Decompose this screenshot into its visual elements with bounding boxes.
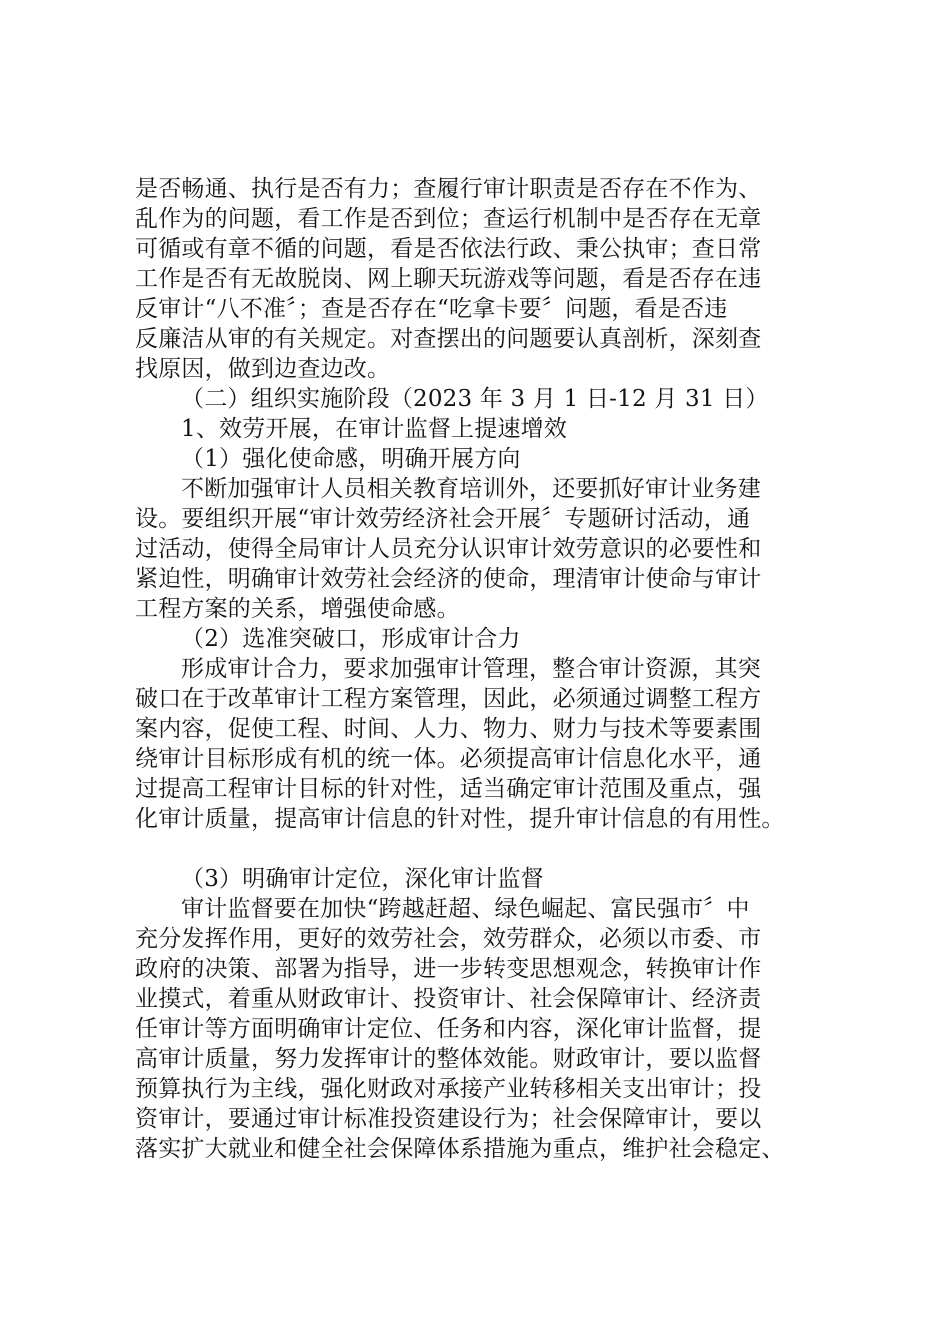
text-line: 乱作为的问题，看工作是否到位；查运行机制中是否存在无章 <box>135 206 762 232</box>
text-line: 政府的决策、部署为指导，进一步转变思想观念，转换审计作 <box>135 956 762 982</box>
text-line: 反廉洁从审的有关规定。对查摆出的问题要认真剖析，深刻查 <box>135 326 762 352</box>
text-line: 落实扩大就业和健全社会保障体系措施为重点，维护社会稳定、 <box>135 1136 785 1162</box>
text-line: 过活动，使得全局审计人员充分认识审计效劳意识的必要性和 <box>135 536 762 562</box>
text-line: 充分发挥作用，更好的效劳社会，效劳群众，必须以市委、市 <box>135 926 762 952</box>
text-line: 绕审计目标形成有机的统一体。必须提高审计信息化水平，通 <box>135 746 762 772</box>
paragraph-first-line: 不断加强审计人员相关教育培训外，还要抓好审计业务建 <box>181 476 761 502</box>
item-heading: （2）选准突破口，形成审计合力 <box>181 626 521 652</box>
text-line: 过提高工程审计目标的针对性，适当确定审计范围及重点，强 <box>135 776 762 802</box>
text-line: 任审计等方面明确审计定位、任务和内容，深化审计监督，提 <box>135 1016 762 1042</box>
text-line: 破口在于改革审计工程方案管理，因此，必须通过调整工程方 <box>135 686 762 712</box>
text-line: 反审计“八不准〞；查是否存在“吃拿卡要〞问题，看是否违 <box>135 296 728 322</box>
paragraph-first-line: 审计监督要在加快“跨越赶超、绿色崛起、富民强市〞中 <box>181 896 750 922</box>
text-line: 高审计质量，努力发挥审计的整体效能。财政审计，要以监督 <box>135 1046 762 1072</box>
text-line: 可循或有章不循的问题，看是否依法行政、秉公执审；查日常 <box>135 236 762 262</box>
text-line: 紧迫性，明确审计效劳社会经济的使命，理清审计使命与审计 <box>135 566 762 592</box>
text-line: 资审计，要通过审计标准投资建设行为；社会保障审计，要以 <box>135 1106 762 1132</box>
text-line: 工作是否有无故脱岗、网上聊天玩游戏等问题，看是否存在违 <box>135 266 762 292</box>
text-line: 化审计质量，提高审计信息的针对性，提升审计信息的有用性。 <box>135 806 785 832</box>
item-heading: （1）强化使命感，明确开展方向 <box>181 446 521 472</box>
text-line: 业摸式，着重从财政审计、投资审计、社会保障审计、经济责 <box>135 986 762 1012</box>
section-heading: （二）组织实施阶段（2023 年 3 月 1 日-12 月 31 日） <box>181 386 769 412</box>
paragraph-gap <box>135 834 825 864</box>
item-heading: （3）明确审计定位，深化审计监督 <box>181 866 544 892</box>
text-line: 设。要组织开展“审计效劳经济社会开展〞专题研讨活动，通 <box>135 506 751 532</box>
subsection-heading: 1、效劳开展，在审计监督上提速增效 <box>181 416 568 442</box>
text-line: 找原因，做到边查边改。 <box>135 356 391 382</box>
paragraph-first-line: 形成审计合力，要求加强审计管理，整合审计资源，其突 <box>181 656 761 682</box>
text-line: 案内容，促使工程、时间、人力、物力、财力与技术等要素围 <box>135 716 762 742</box>
text-line: 是否畅通、执行是否有力；查履行审计职责是否存在不作为、 <box>135 176 762 202</box>
document-body <box>135 174 825 1164</box>
text-line: 工程方案的关系，增强使命感。 <box>135 596 460 622</box>
text-line: 预算执行为主线，强化财政对承接产业转移相关支出审计；投 <box>135 1076 762 1102</box>
